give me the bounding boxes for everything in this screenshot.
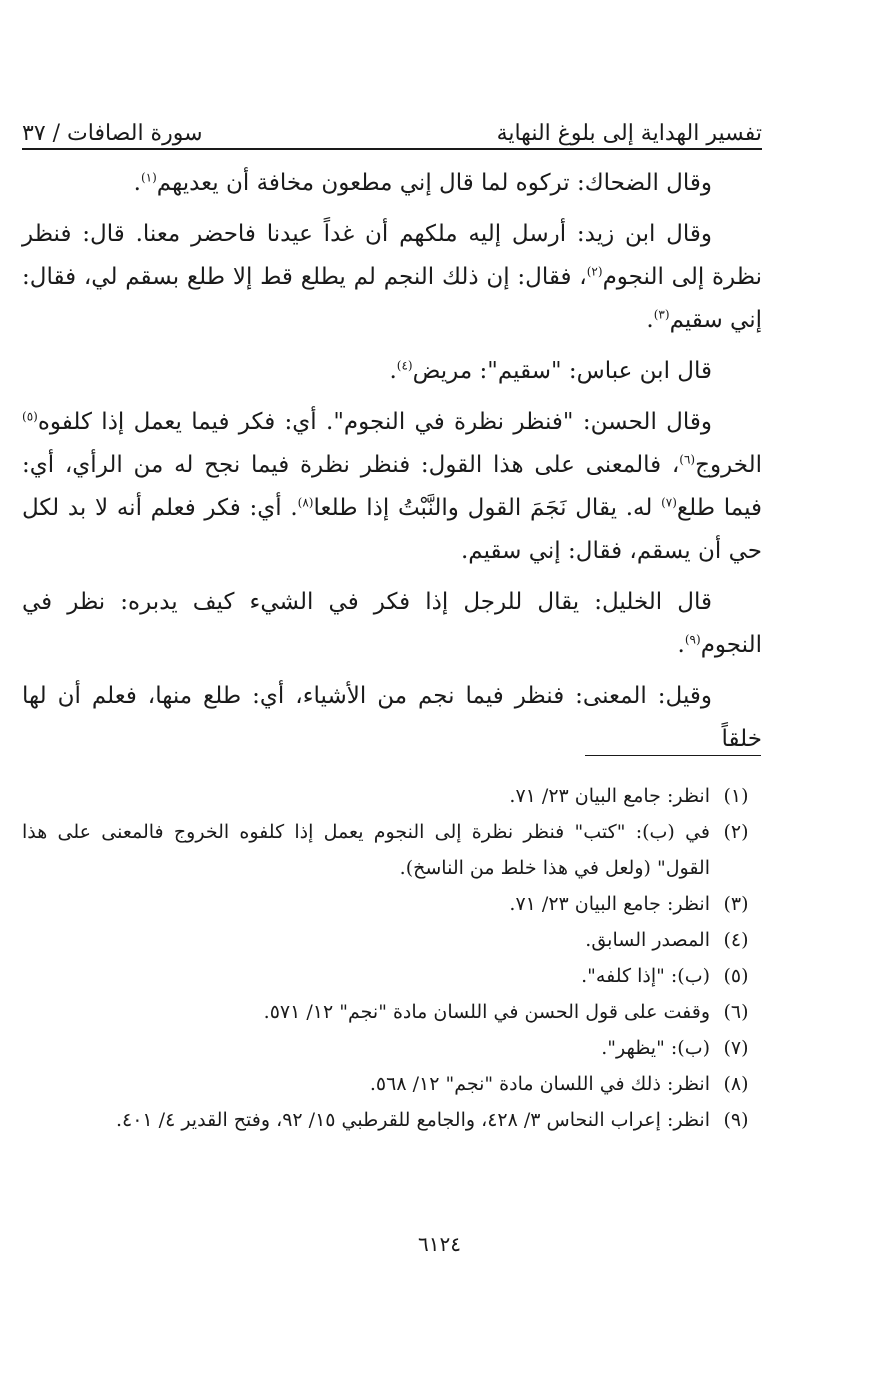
paragraph: وقيل: المعنى: فنظر فيما نجم من الأشياء، أي: طلع منها، فعلم أن لها خلقاً xyxy=(22,683,762,752)
footnote-text: انظر: جامع البيان ٢٣/ ٧١. xyxy=(509,785,710,807)
footnote-item xyxy=(22,1102,762,1138)
footnote-number: (٥) xyxy=(723,965,749,987)
footnote-number: (٨) xyxy=(723,1073,749,1095)
paragraph: قال ابن عباس: "سقيم": مريض$^{(٤)}$. xyxy=(389,358,712,384)
footnote-ref[interactable]: (٤) xyxy=(396,358,413,373)
footnote-item xyxy=(22,886,762,922)
footnote-number: (٩) xyxy=(723,1109,749,1131)
footnote-number: (٢) xyxy=(723,821,749,843)
paragraph: وقال الضحاك: تركوه لما قال إني مطعون مخافة أن يعديهم$^{(١)}$. xyxy=(133,170,712,196)
footnote-text: (ب): "إذا كلفه". xyxy=(581,965,710,987)
footnote-number: (٣) xyxy=(723,893,749,915)
book-title: تفسير الهداية إلى بلوغ النهاية xyxy=(496,121,762,146)
footnote-text: المصدر السابق. xyxy=(585,929,710,951)
footnote-ref[interactable]: (٣) xyxy=(653,307,670,322)
paragraph: وقال ابن زيد: أرسل إليه ملكهم أن غداً عيدنا فاحضر معنا. قال: فنظر نظرة إلى النجوم$^{(٢)}$، فقال: إن ذلك النجم لم يطلع قط إلا طلع بسقم لي، فقال: إني سقيم$^{(٣)}$. xyxy=(22,221,762,333)
footnote-item xyxy=(22,922,762,958)
footnote-number: (٤) xyxy=(723,929,749,951)
footnote-ref[interactable]: (٨) xyxy=(297,495,314,510)
footnote-ref[interactable]: (٧) xyxy=(661,495,677,510)
footnote-text: انظر: جامع البيان ٢٣/ ٧١. xyxy=(509,893,710,915)
footnote-item xyxy=(22,1066,762,1102)
footnotes xyxy=(22,778,762,1138)
footnote-text: انظر: إعراب النحاس ٣/ ٤٢٨، والجامع للقرطبي ١٥/ ٩٢، وفتح القدير ٤/ ٤٠١. xyxy=(115,1109,710,1131)
paragraph: وقال الحسن: "فنظر نظرة في النجوم". أي: فكر فيما يعمل إذا كلفوه$^{(٥)}$ الخروج$^{(٦)}$، فالمعنى على هذا القول: فنظر نظرة فيما نجح له من الرأي، أي: فيما طلع$^{(٧)}$ له. يقال نَجَمَ القول والنَّبْتُ إذا طلعا$^{(٨)}$. أي: فكر فعلم أنه لا بد لكل حي أن يسقم، فقال: إني سقيم. xyxy=(22,409,763,564)
footnote-item xyxy=(22,778,762,814)
footnote-text: في (ب): "كتب" فنظر نظرة إلى النجوم يعمل إذا كلفوه الخروج فالمعنى على هذا القول" (ولعل في هذا خلط من الناسخ). xyxy=(22,821,710,879)
footnote-ref[interactable]: (٦) xyxy=(679,452,696,467)
footnote-divider xyxy=(585,755,761,756)
footnote-text: وقفت على قول الحسن في اللسان مادة "نجم" ١٢/ ٥٧١. xyxy=(263,1001,710,1023)
surah-label: سورة الصافات / ٣٧ xyxy=(22,121,203,146)
main-text xyxy=(22,162,762,769)
footnote-ref[interactable]: (٢) xyxy=(586,264,603,279)
footnote-ref[interactable]: (٩) xyxy=(684,632,701,647)
paragraph: قال الخليل: يقال للرجل إذا فكر في الشيء كيف يدبره: نظر في النجوم$^{(٩)}$. xyxy=(22,589,762,658)
footnote-ref[interactable]: (٥) xyxy=(22,409,38,424)
footnote-item xyxy=(22,994,762,1030)
footnote-item xyxy=(22,958,762,994)
footnote-number: (٦) xyxy=(723,1001,749,1023)
running-header xyxy=(22,104,762,146)
footnote-item xyxy=(22,1030,762,1066)
footnote-number: (١) xyxy=(723,785,749,807)
footnote-text: (ب): "يظهر". xyxy=(601,1037,710,1059)
header-divider xyxy=(22,148,762,150)
footnote-number: (٧) xyxy=(723,1037,749,1059)
page-number: ٦١٢٤ xyxy=(418,1232,461,1256)
footnote-ref[interactable]: (١) xyxy=(140,170,157,185)
footnote-item xyxy=(22,814,762,886)
footnote-text: انظر: ذلك في اللسان مادة "نجم" ١٢/ ٥٦٨. xyxy=(369,1073,710,1095)
